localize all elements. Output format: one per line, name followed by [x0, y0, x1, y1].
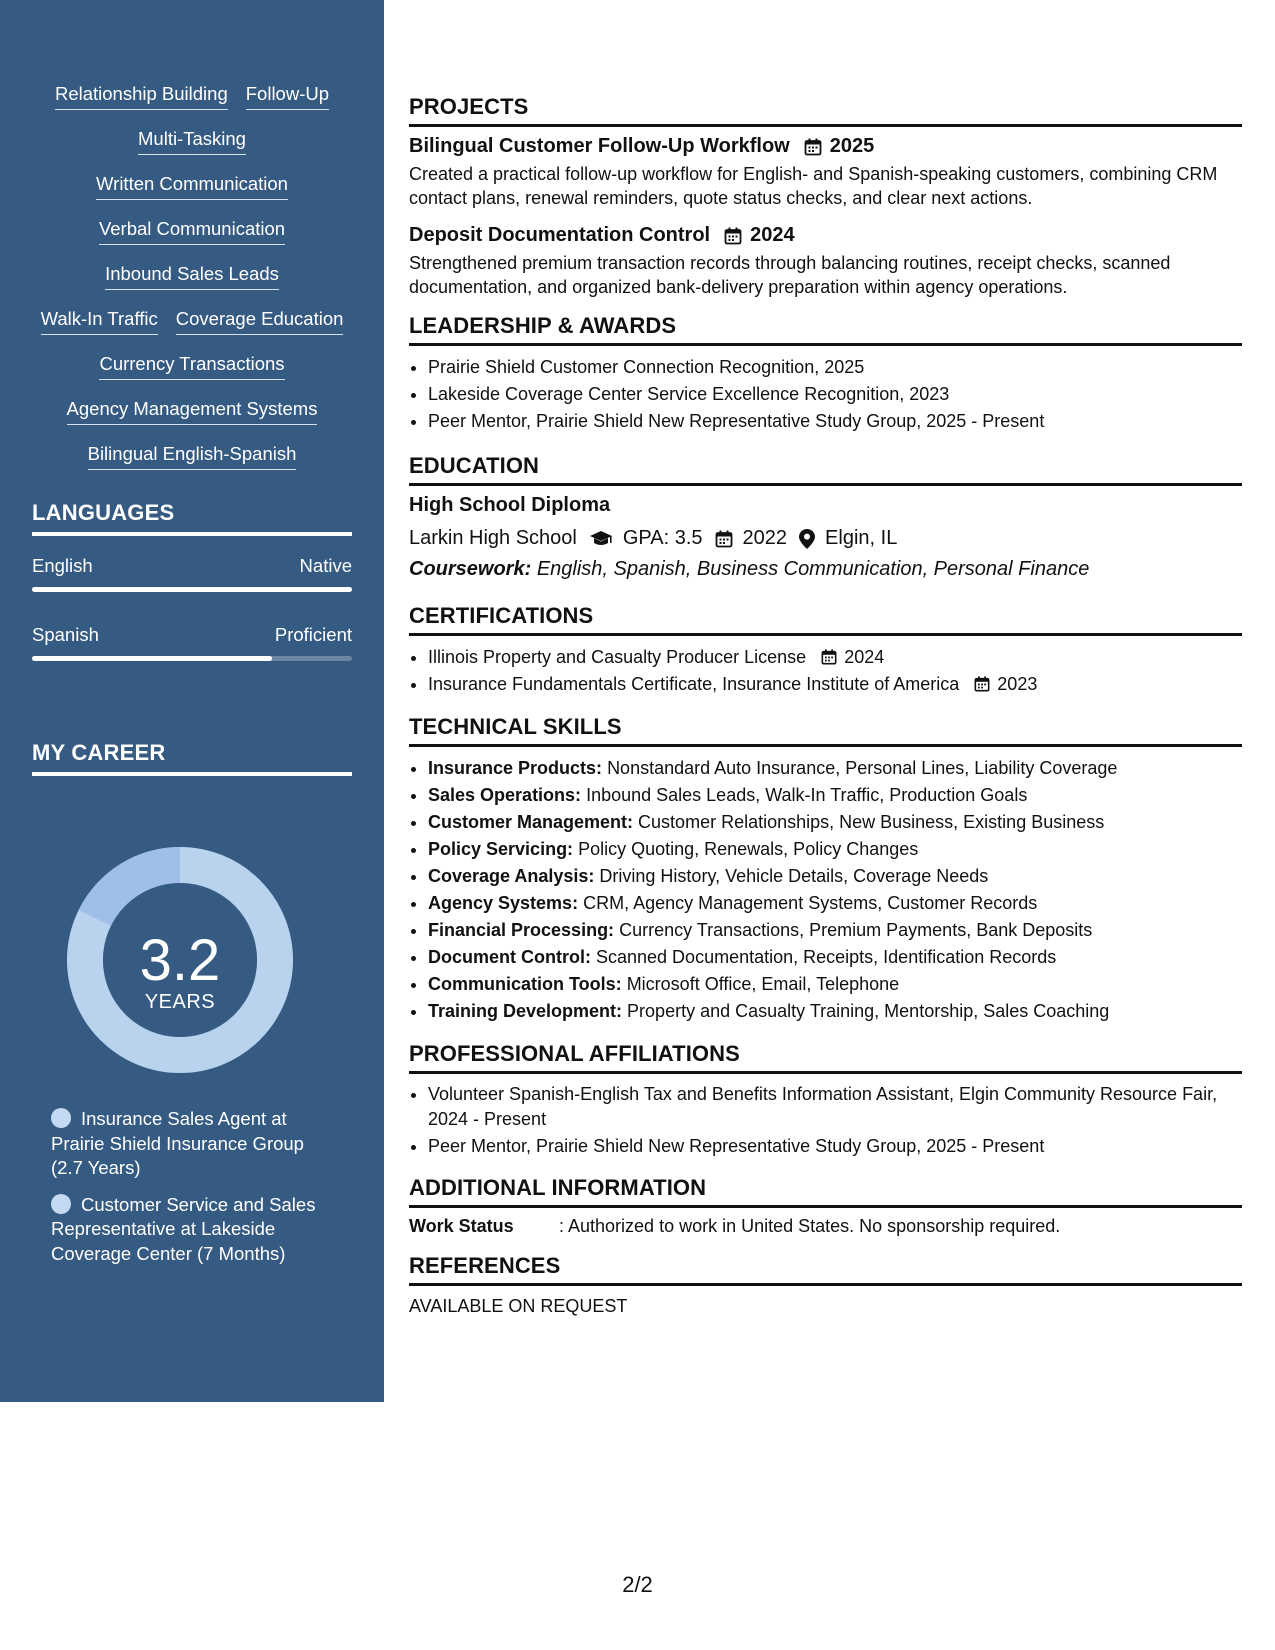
skill-category-label: Insurance Products: — [428, 758, 603, 778]
education-coursework — [409, 558, 1242, 581]
skill-tag: Bilingual English-Spanish — [88, 442, 297, 470]
language-bar-fill — [32, 656, 272, 661]
skill-row — [32, 217, 352, 262]
affiliations-list — [409, 1082, 1242, 1159]
project-year: 2025 — [829, 135, 875, 157]
certifications-list — [409, 644, 1242, 698]
certification-name: Illinois Property and Casualty Producer License — [428, 647, 807, 667]
coursework-label: Coursework: — [409, 558, 532, 580]
certification-year: 2023 — [997, 674, 1038, 694]
career-years-unit: YEARS — [144, 991, 216, 1013]
list-item — [428, 890, 1242, 917]
skill-tag: Written Communication — [96, 172, 288, 200]
skill-row — [32, 172, 352, 217]
work-status-value: : Authorized to work in United States. No sponsorship required. — [559, 1215, 1061, 1236]
list-item — [428, 782, 1242, 809]
calendar-icon — [724, 227, 742, 245]
technical-skills-heading: TECHNICAL SKILLS — [409, 714, 1242, 747]
skills-list — [32, 82, 352, 487]
calendar-icon — [715, 530, 733, 548]
project-item — [409, 224, 1242, 299]
skill-tag: Verbal Communication — [99, 217, 285, 245]
main-content — [409, 94, 1242, 1317]
page-number: 2/2 — [622, 1572, 653, 1597]
project-title: Bilingual Customer Follow-Up Workflow — [409, 135, 790, 157]
skill-category-value: Microsoft Office, Email, Telephone — [626, 974, 900, 994]
list-item — [428, 863, 1242, 890]
career-donut-chart — [67, 847, 293, 1073]
list-item — [428, 836, 1242, 863]
skill-tag: Inbound Sales Leads — [105, 262, 279, 290]
skill-category-label: Agency Systems: — [428, 893, 579, 913]
language-spanish — [32, 624, 352, 661]
project-description: Strengthened premium transaction records through balancing routines, receipt checks, scanned documentation, and organized bank-delivery preparation within agency operations. — [409, 253, 1171, 297]
language-level: Native — [299, 555, 352, 576]
list-item — [428, 944, 1242, 971]
skill-category-label: Coverage Analysis: — [428, 866, 595, 886]
calendar-icon — [974, 676, 990, 692]
skill-category-value: Driving History, Vehicle Details, Coverage Needs — [599, 866, 989, 886]
skill-row — [32, 442, 352, 487]
skill-row — [32, 397, 352, 442]
list-item — [428, 917, 1242, 944]
skill-row — [32, 307, 352, 352]
skill-category-label: Training Development: — [428, 1001, 623, 1021]
work-status-label: Work Status — [409, 1215, 514, 1236]
skill-tag: Agency Management Systems — [67, 397, 318, 425]
certification-name: Insurance Fundamentals Certificate, Insurance Institute of America — [428, 674, 960, 694]
work-status — [409, 1216, 1242, 1237]
skill-tag: Coverage Education — [176, 307, 344, 335]
career-list — [51, 1107, 331, 1278]
list-item — [428, 644, 1242, 671]
skill-category-value: Inbound Sales Leads, Walk-In Traffic, Production Goals — [586, 785, 1028, 805]
skill-category-value: CRM, Agency Management Systems, Customer Records — [583, 893, 1038, 913]
certification-year: 2024 — [844, 647, 885, 667]
projects-heading: PROJECTS — [409, 94, 1242, 127]
list-item: • Prairie Shield Customer Connection Recognition, 2025 — [428, 354, 1242, 381]
project-title: Deposit Documentation Control — [409, 224, 711, 246]
language-bar — [32, 656, 352, 661]
calendar-icon — [804, 138, 822, 156]
skill-tag: Walk-In Traffic — [41, 307, 158, 335]
list-item — [428, 998, 1242, 1025]
list-item — [428, 809, 1242, 836]
education-year: 2022 — [742, 527, 788, 549]
language-english — [32, 555, 352, 592]
calendar-icon — [821, 649, 837, 665]
project-year: 2024 — [750, 224, 795, 246]
education-degree: High School Diploma — [409, 494, 611, 516]
sidebar — [0, 0, 384, 1402]
bullet-dot-icon — [51, 1108, 71, 1128]
skill-category-label: Communication Tools: — [428, 974, 622, 994]
skill-category-value: Currency Transactions, Premium Payments, Bank Deposits — [619, 920, 1093, 940]
project-description: Created a practical follow-up workflow for English- and Spanish-speaking customers, combining CRM contact plans, renewal reminders, quote status checks, and clear next actions. — [409, 164, 1218, 208]
project-item — [409, 135, 1242, 210]
career-years-value: 3.2 — [139, 928, 221, 993]
skill-row — [32, 82, 352, 127]
skill-category-value: Scanned Documentation, Receipts, Identification Records — [596, 947, 1057, 967]
career-item — [51, 1107, 331, 1181]
skill-row — [32, 352, 352, 397]
skill-tag: Follow-Up — [246, 82, 329, 110]
skill-category-label: Document Control: — [428, 947, 591, 967]
bullet-dot-icon — [51, 1194, 71, 1214]
skill-category-value: Customer Relationships, New Business, Existing Business — [638, 812, 1105, 832]
skill-tag: Currency Transactions — [99, 352, 284, 380]
list-item — [428, 971, 1242, 998]
skill-category-label: Financial Processing: — [428, 920, 615, 940]
skill-category-label: Customer Management: — [428, 812, 634, 832]
skill-category-label: Policy Servicing: — [428, 839, 574, 859]
affiliations-heading: PROFESSIONAL AFFILIATIONS — [409, 1041, 1242, 1074]
skill-category-value: Policy Quoting, Renewals, Policy Changes — [578, 839, 919, 859]
list-item: • Peer Mentor, Prairie Shield New Representative Study Group, 2025 - Present — [428, 408, 1242, 435]
location-pin-icon — [799, 529, 815, 549]
education-details — [409, 527, 1242, 550]
list-item: • Lakeside Coverage Center Service Excellence Recognition, 2023 — [428, 381, 1242, 408]
career-item-text: Customer Service and Sales Representative at Lakeside Coverage Center (7 Months) — [51, 1193, 316, 1264]
language-name: English — [32, 555, 93, 576]
language-level: Proficient — [274, 624, 352, 645]
skill-row — [32, 262, 352, 307]
education-location: Elgin, IL — [825, 527, 898, 549]
leadership-heading: LEADERSHIP & AWARDS — [409, 313, 1242, 346]
skill-category-value: Property and Casualty Training, Mentorship, Sales Coaching — [627, 1001, 1110, 1021]
technical-skills-list — [409, 755, 1242, 1025]
list-item — [428, 671, 1242, 698]
language-bar — [32, 587, 352, 592]
education-heading: EDUCATION — [409, 453, 1242, 486]
career-item — [51, 1193, 331, 1267]
references-text: AVAILABLE ON REQUEST — [409, 1295, 628, 1316]
list-item — [428, 755, 1242, 782]
career-heading: MY CAREER — [32, 740, 352, 776]
skill-tag: Relationship Building — [55, 82, 228, 110]
skill-category-value: Nonstandard Auto Insurance, Personal Lines, Liability Coverage — [607, 758, 1118, 778]
leadership-list — [409, 354, 1242, 435]
language-name: Spanish — [32, 624, 99, 645]
list-item: • Volunteer Spanish-English Tax and Benefits Information Assistant, Elgin Community Resource Fair, 2024 - Present — [428, 1082, 1242, 1131]
skill-tag: Multi-Tasking — [138, 127, 246, 155]
education-school: Larkin High School — [409, 527, 577, 549]
references-heading: REFERENCES — [409, 1253, 1242, 1286]
language-bar-fill — [32, 587, 352, 592]
list-item: • Peer Mentor, Prairie Shield New Representative Study Group, 2025 - Present — [428, 1134, 1242, 1159]
graduation-cap-icon — [589, 530, 613, 548]
skill-category-label: Sales Operations: — [428, 785, 582, 805]
additional-info-heading: ADDITIONAL INFORMATION — [409, 1175, 1242, 1208]
languages-heading: LANGUAGES — [32, 500, 352, 536]
skill-row — [32, 127, 352, 172]
certifications-heading: CERTIFICATIONS — [409, 603, 1242, 636]
education-gpa: GPA: 3.5 — [622, 527, 703, 549]
career-item-text: Insurance Sales Agent at Prairie Shield Insurance Group (2.7 Years) — [51, 1108, 304, 1178]
coursework-value: English, Spanish, Business Communication, Personal Finance — [536, 558, 1090, 580]
